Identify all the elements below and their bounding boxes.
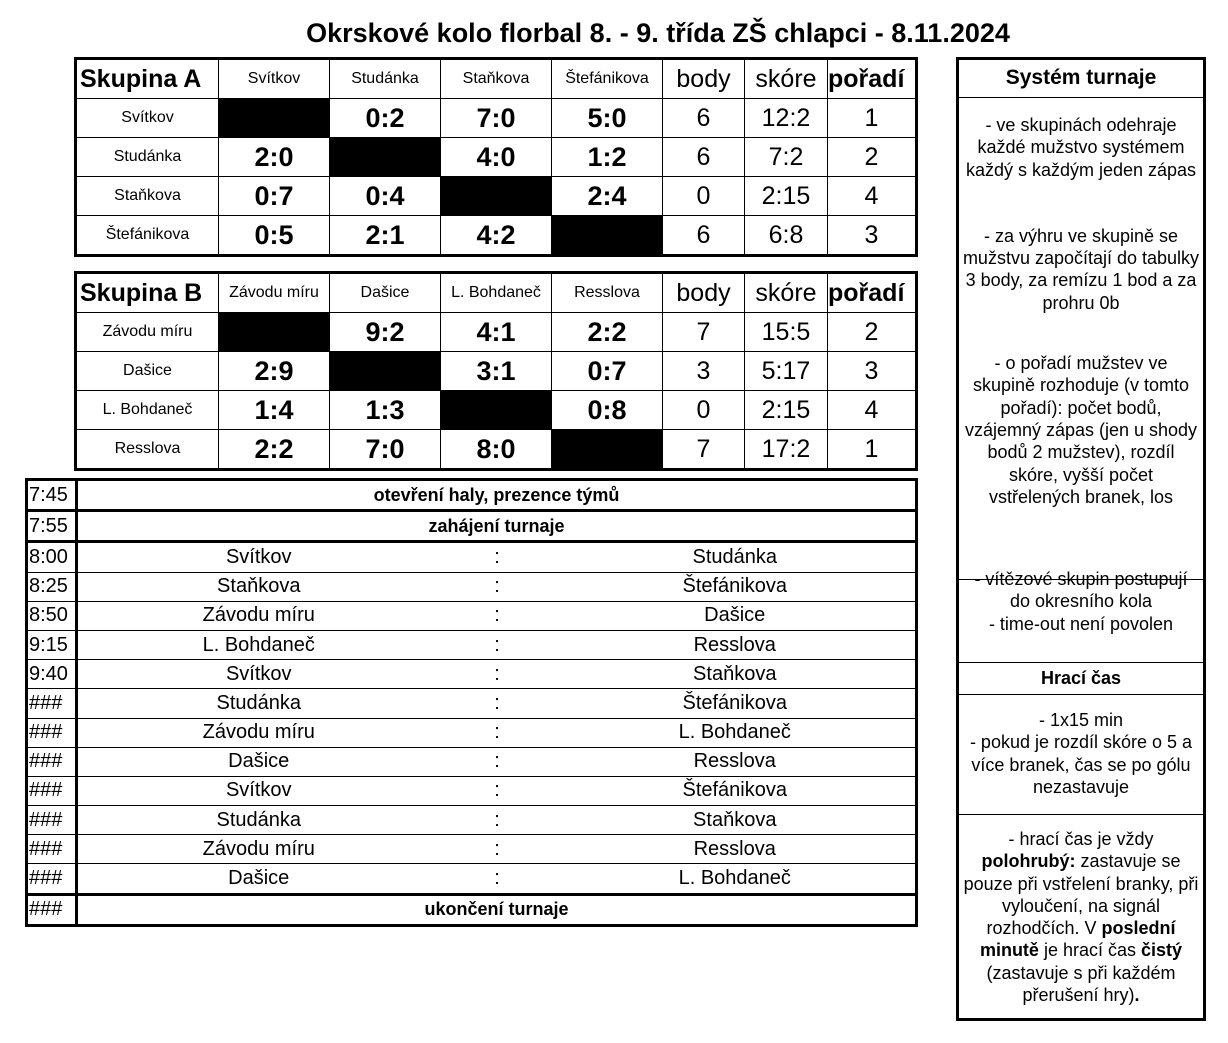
vs-separator: :: [440, 776, 555, 805]
event-text: otevření haly, prezence týmů: [77, 480, 917, 511]
rule-goal-diff: - pokud je rozdíl skóre o 5 a více branek, čas se po gólu nezastavuje: [969, 732, 1193, 797]
schedule-match-row: [27, 572, 917, 601]
match-result: 0:7: [219, 177, 330, 216]
match-time: ###: [27, 835, 77, 864]
rule-text: (zastavuje s při každém přerušení hry): [986, 962, 1176, 1006]
vs-separator: :: [440, 689, 555, 718]
row-team-name: Závodu míru: [76, 313, 219, 352]
self-match-cell: [552, 430, 663, 470]
page-title: Okrskové kolo florbal 8. - 9. třída ZŠ chlapci - 8.11.2024: [306, 18, 1010, 48]
away-team: L. Bohdaneč: [555, 864, 917, 894]
self-match-cell: [441, 391, 552, 430]
col-header-score: skóre: [745, 59, 828, 99]
rank: 4: [828, 391, 917, 430]
vs-separator: :: [440, 542, 555, 572]
schedule-match-row: [27, 542, 917, 572]
vs-separator: :: [440, 572, 555, 601]
schedule-event-row: [27, 894, 917, 925]
system-title: Systém turnaje: [959, 60, 1203, 98]
match-result: 8:0: [441, 430, 552, 470]
group-b-title: Skupina B: [76, 273, 219, 313]
schedule-match-row: [27, 776, 917, 805]
points: 7: [663, 313, 745, 352]
rank: 3: [828, 216, 917, 256]
match-result: 4:0: [441, 138, 552, 177]
rank: 4: [828, 177, 917, 216]
col-header-rank: pořadí: [828, 59, 917, 99]
away-team: Resslova: [555, 630, 917, 659]
goal-score: 7:2: [745, 138, 828, 177]
schedule-table: [25, 478, 918, 927]
row-team-name: Dašice: [76, 352, 219, 391]
schedule-match-row: [27, 660, 917, 689]
schedule-match-row: [27, 835, 917, 864]
col-header-body: body: [663, 273, 745, 313]
away-team: Štefánikova: [555, 689, 917, 718]
home-team: Dašice: [77, 864, 440, 894]
match-result: 3:1: [441, 352, 552, 391]
table-row: [76, 99, 917, 138]
rule-timeout: - time-out není povolen: [988, 613, 1174, 634]
table-row: [76, 138, 917, 177]
schedule-event-row: [27, 480, 917, 511]
vs-separator: :: [440, 864, 555, 894]
col-header-team: Staňkova: [441, 59, 552, 99]
col-header-team: L. Bohdaneč: [441, 273, 552, 313]
rule-text: je hrací čas: [1043, 940, 1137, 961]
col-header-rank: pořadí: [828, 273, 917, 313]
system-extra: [959, 543, 1203, 663]
match-time: 7:55: [27, 511, 77, 542]
home-team: Závodu míru: [77, 718, 440, 747]
table-row: [76, 216, 917, 256]
table-row: [76, 313, 917, 352]
points: 0: [663, 391, 745, 430]
playtime-rules: [959, 695, 1203, 815]
away-team: Resslova: [555, 835, 917, 864]
group-b-table: [74, 271, 918, 471]
row-team-name: Studánka: [76, 138, 219, 177]
schedule-match-row: [27, 718, 917, 747]
points: 3: [663, 352, 745, 391]
match-time: ###: [27, 776, 77, 805]
playtime-title: Hrací čas: [959, 663, 1203, 695]
col-header-team: Dašice: [330, 273, 441, 313]
row-team-name: Svítkov: [76, 99, 219, 138]
home-team: Svítkov: [77, 542, 440, 572]
match-time: ###: [27, 689, 77, 718]
match-time: 8:25: [27, 572, 77, 601]
match-result: 1:2: [552, 138, 663, 177]
rule-advance: - vítězové skupin postupují do okresního kola: [974, 569, 1188, 612]
rank: 2: [828, 138, 917, 177]
match-time: ###: [27, 894, 77, 925]
rule-text: zastavuje se pouze při vstřelení branky, při vyloučení, na signál rozhodčích. V: [963, 851, 1199, 939]
match-result: 0:5: [219, 216, 330, 256]
rank: 2: [828, 313, 917, 352]
col-header-team: Závodu míru: [219, 273, 330, 313]
goal-score: 6:8: [745, 216, 828, 256]
self-match-cell: [219, 99, 330, 138]
self-match-cell: [330, 352, 441, 391]
match-result: 7:0: [441, 99, 552, 138]
goal-score: 12:2: [745, 99, 828, 138]
rank: 1: [828, 430, 917, 470]
points: 6: [663, 138, 745, 177]
match-time: ###: [27, 718, 77, 747]
vs-separator: :: [440, 806, 555, 835]
home-team: Studánka: [77, 689, 440, 718]
goal-score: 2:15: [745, 391, 828, 430]
points: 7: [663, 430, 745, 470]
vs-separator: :: [440, 718, 555, 747]
match-result: 2:9: [219, 352, 330, 391]
away-team: Staňkova: [555, 806, 917, 835]
rule-emphasis: polohrubý:: [981, 851, 1076, 872]
home-team: Svítkov: [77, 660, 440, 689]
row-team-name: Štefánikova: [76, 216, 219, 256]
home-team: Dašice: [77, 747, 440, 776]
rule-points: - za výhru ve skupině se mužstvu započítají do tabulky 3 body, za remízu 1 bod a za prohru 0b: [962, 225, 1200, 313]
match-result: 2:1: [330, 216, 441, 256]
match-result: 0:2: [330, 99, 441, 138]
schedule-match-row: [27, 601, 917, 630]
self-match-cell: [441, 177, 552, 216]
match-result: 2:2: [219, 430, 330, 470]
rank: 1: [828, 99, 917, 138]
vs-separator: :: [440, 630, 555, 659]
home-team: L. Bohdaneč: [77, 630, 440, 659]
schedule-match-row: [27, 806, 917, 835]
vs-separator: :: [440, 660, 555, 689]
row-team-name: Staňkova: [76, 177, 219, 216]
match-result: 4:2: [441, 216, 552, 256]
goal-score: 5:17: [745, 352, 828, 391]
match-time: ###: [27, 806, 77, 835]
schedule-event-row: [27, 511, 917, 542]
match-time: ###: [27, 864, 77, 894]
row-team-name: L. Bohdaneč: [76, 391, 219, 430]
points: 6: [663, 216, 745, 256]
goal-score: 17:2: [745, 430, 828, 470]
rule-emphasis: .: [1134, 985, 1140, 1006]
match-result: 2:2: [552, 313, 663, 352]
match-result: 4:1: [441, 313, 552, 352]
row-team-name: Resslova: [76, 430, 219, 470]
match-time: 9:40: [27, 660, 77, 689]
schedule-match-row: [27, 689, 917, 718]
match-result: 2:4: [552, 177, 663, 216]
match-result: 1:3: [330, 391, 441, 430]
table-row: [76, 391, 917, 430]
self-match-cell: [219, 313, 330, 352]
points: 6: [663, 99, 745, 138]
points: 0: [663, 177, 745, 216]
event-text: zahájení turnaje: [77, 511, 917, 542]
match-time: 8:50: [27, 601, 77, 630]
playtime-clock: [959, 815, 1203, 1021]
away-team: L. Bohdaneč: [555, 718, 917, 747]
vs-separator: :: [440, 835, 555, 864]
match-result: 0:4: [330, 177, 441, 216]
home-team: Závodu míru: [77, 835, 440, 864]
rank: 3: [828, 352, 917, 391]
home-team: Svítkov: [77, 776, 440, 805]
col-header-team: Studánka: [330, 59, 441, 99]
goal-score: 15:5: [745, 313, 828, 352]
rule-text: - hrací čas je vždy: [1008, 829, 1154, 849]
match-time: 8:00: [27, 542, 77, 572]
away-team: Dašice: [555, 601, 917, 630]
match-time: 7:45: [27, 480, 77, 511]
match-result: 2:0: [219, 138, 330, 177]
rule-emphasis: poslední minutě: [979, 918, 1176, 961]
away-team: Staňkova: [555, 660, 917, 689]
group-a-table: [74, 57, 918, 257]
away-team: Studánka: [555, 542, 917, 572]
away-team: Štefánikova: [555, 572, 917, 601]
schedule-match-row: [27, 747, 917, 776]
col-header-body: body: [663, 59, 745, 99]
home-team: Závodu míru: [77, 601, 440, 630]
home-team: Studánka: [77, 806, 440, 835]
rule-emphasis: čistý: [1141, 940, 1183, 961]
away-team: Resslova: [555, 747, 917, 776]
event-text: ukončení turnaje: [77, 894, 917, 925]
col-header-team: Svítkov: [219, 59, 330, 99]
table-row: [76, 430, 917, 470]
match-result: 9:2: [330, 313, 441, 352]
rules-panel: [956, 57, 1206, 1021]
rule-clock: [962, 828, 1200, 1006]
schedule-match-row: [27, 864, 917, 894]
self-match-cell: [330, 138, 441, 177]
table-row: [76, 352, 917, 391]
rule-round-robin: - ve skupinách odehraje každé mužstvo systémem každý s každým jeden zápas: [965, 115, 1197, 180]
match-result: 0:7: [552, 352, 663, 391]
match-result: 5:0: [552, 99, 663, 138]
group-a-title: Skupina A: [76, 59, 219, 99]
table-row: [76, 177, 917, 216]
col-header-team: Štefánikova: [552, 59, 663, 99]
rule-ranking: - o pořadí mužstev ve skupině rozhoduje (v tomto pořadí): počet bodů, vzájemný zápas (jen u shody bodů 2 mužstev), rozdíl skóre, vyšší počet vstřelených branek, los: [964, 353, 1198, 507]
rule-duration: - 1x15 min: [1038, 710, 1124, 730]
match-result: 0:8: [552, 391, 663, 430]
match-time: ###: [27, 747, 77, 776]
match-time: 9:15: [27, 630, 77, 659]
col-header-team: Resslova: [552, 273, 663, 313]
col-header-score: skóre: [745, 273, 828, 313]
self-match-cell: [552, 216, 663, 256]
goal-score: 2:15: [745, 177, 828, 216]
schedule-match-row: [27, 630, 917, 659]
system-rules: [959, 98, 1203, 580]
vs-separator: :: [440, 747, 555, 776]
away-team: Štefánikova: [555, 776, 917, 805]
vs-separator: :: [440, 601, 555, 630]
home-team: Staňkova: [77, 572, 440, 601]
match-result: 1:4: [219, 391, 330, 430]
match-result: 7:0: [330, 430, 441, 470]
